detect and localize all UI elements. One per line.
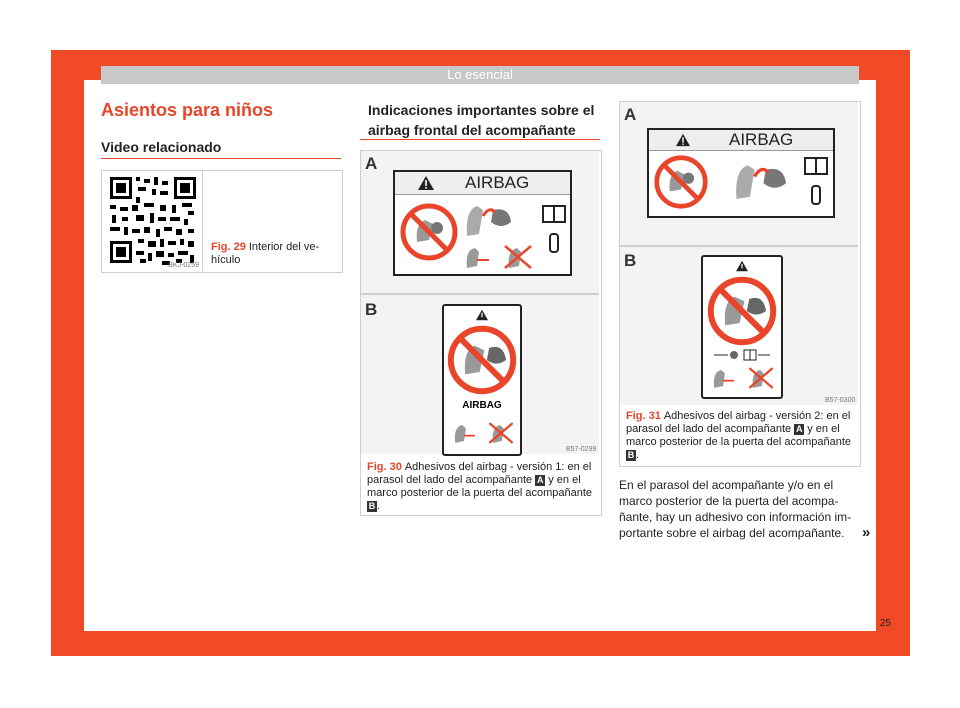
fig30-number: Fig. 30 xyxy=(367,461,402,473)
no-rear-facing-child-seat-icon xyxy=(446,324,518,396)
manual-book-icon xyxy=(803,154,829,214)
warning-triangle-icon xyxy=(475,309,489,321)
airbag-small-label: AIRBAG xyxy=(462,400,502,411)
fig31-ref-b: B xyxy=(627,450,635,460)
fig31-number: Fig. 31 xyxy=(626,410,661,422)
fig30-panel-b-letter: B xyxy=(365,300,378,319)
subtitle-rule xyxy=(101,158,341,159)
qr-code-icon[interactable] xyxy=(102,171,202,271)
rear-facing-seat-no-icon xyxy=(499,242,537,272)
fig31-panel-b-letter: B xyxy=(624,251,637,270)
fig31-line3: marco posterior de la puerta del acompañante xyxy=(626,436,852,448)
continue-mark: » xyxy=(862,524,871,541)
fig29-number: Fig. 29 xyxy=(211,241,246,253)
no-rear-facing-child-seat-icon xyxy=(653,154,709,210)
page-header: Lo esencial xyxy=(101,66,859,84)
fig31-code: B57-0300 xyxy=(825,397,856,404)
section-subtitle: Video relacionado xyxy=(101,139,222,155)
airbag-title-line2: airbag frontal del acompañante xyxy=(368,122,576,138)
fig30-code: B57-0299 xyxy=(566,446,597,453)
airbag-sticker-v2-door xyxy=(701,255,783,399)
fig31-caption xyxy=(626,410,856,462)
fig31-line1: Adhesivos del airbag - versión 2: en el xyxy=(663,410,851,422)
fig31-line2-post: y en el xyxy=(807,423,840,435)
fig30-end: . xyxy=(377,500,381,512)
forward-seat-ok-icon xyxy=(707,363,741,393)
body-paragraph xyxy=(619,477,859,541)
section-title: Asientos para niños xyxy=(101,100,274,120)
fig31-ref-a: A xyxy=(795,424,803,434)
airbag-title-line1: Indicaciones importantes sobre el xyxy=(368,102,595,118)
airbag-deploy-icon xyxy=(457,196,517,244)
airbag-sticker-v1-visor xyxy=(393,170,572,276)
body-line: En el parasol del acompañante y/o en el xyxy=(619,478,834,492)
rear-facing-seat-no-icon xyxy=(484,418,518,448)
fig29-caption xyxy=(211,241,336,267)
rear-facing-seat-no-icon xyxy=(744,363,778,393)
airbag-banner xyxy=(395,172,570,195)
fig30-line2-post: y en el xyxy=(548,474,581,486)
fig29-code: BKJ-0259 xyxy=(168,262,199,269)
body-line: marco posterior de la puerta del acompa- xyxy=(619,494,839,508)
airbag-title-rule xyxy=(360,139,600,140)
airbag-sticker-v1-door xyxy=(442,304,522,456)
airbag-section-title xyxy=(368,100,594,140)
page-number: 25 xyxy=(879,618,891,629)
fig29-caption-line2: hículo xyxy=(211,254,241,266)
no-rear-facing-child-seat-icon xyxy=(706,275,778,347)
fig31-panel-a-letter: A xyxy=(624,105,637,124)
airbag-banner xyxy=(649,130,833,151)
fig29-caption-line1: Interior del ve- xyxy=(248,241,320,253)
fig30-line1: Adhesivos del airbag - versión 1: en el xyxy=(404,461,592,473)
airbag-book-icon xyxy=(714,349,770,361)
qr-code-cell xyxy=(102,171,203,271)
airbag-banner-label: AIRBAG xyxy=(465,173,530,192)
forward-seat-ok-icon xyxy=(459,242,497,272)
forward-seat-ok-icon xyxy=(448,418,482,448)
fig31-end: . xyxy=(636,449,640,461)
fig31-line2-pre: parasol del lado del acompañante xyxy=(626,423,792,435)
body-line: portante sobre el airbag del acompañante. xyxy=(619,526,845,540)
warning-triangle-icon xyxy=(675,133,691,147)
airbag-banner-label: AIRBAG xyxy=(729,130,794,149)
fig30-ref-a: A xyxy=(536,475,544,485)
airbag-sticker-v2-visor xyxy=(647,128,835,218)
fig30-panel-a-letter: A xyxy=(365,154,378,173)
fig30-line3: marco posterior de la puerta del acompañante xyxy=(367,487,593,499)
airbag-deploy-icon xyxy=(719,154,799,208)
fig30-line2-pre: parasol del lado del acompañante xyxy=(367,474,533,486)
warning-triangle-icon xyxy=(417,175,435,191)
fig30-ref-b: B xyxy=(368,501,376,511)
body-line: ñante, hay un adhesivo con información im- xyxy=(619,510,852,524)
manual-book-icon xyxy=(541,202,567,262)
no-rear-facing-child-seat-icon xyxy=(399,202,459,262)
warning-triangle-icon xyxy=(735,260,749,272)
fig30-caption xyxy=(367,461,595,513)
